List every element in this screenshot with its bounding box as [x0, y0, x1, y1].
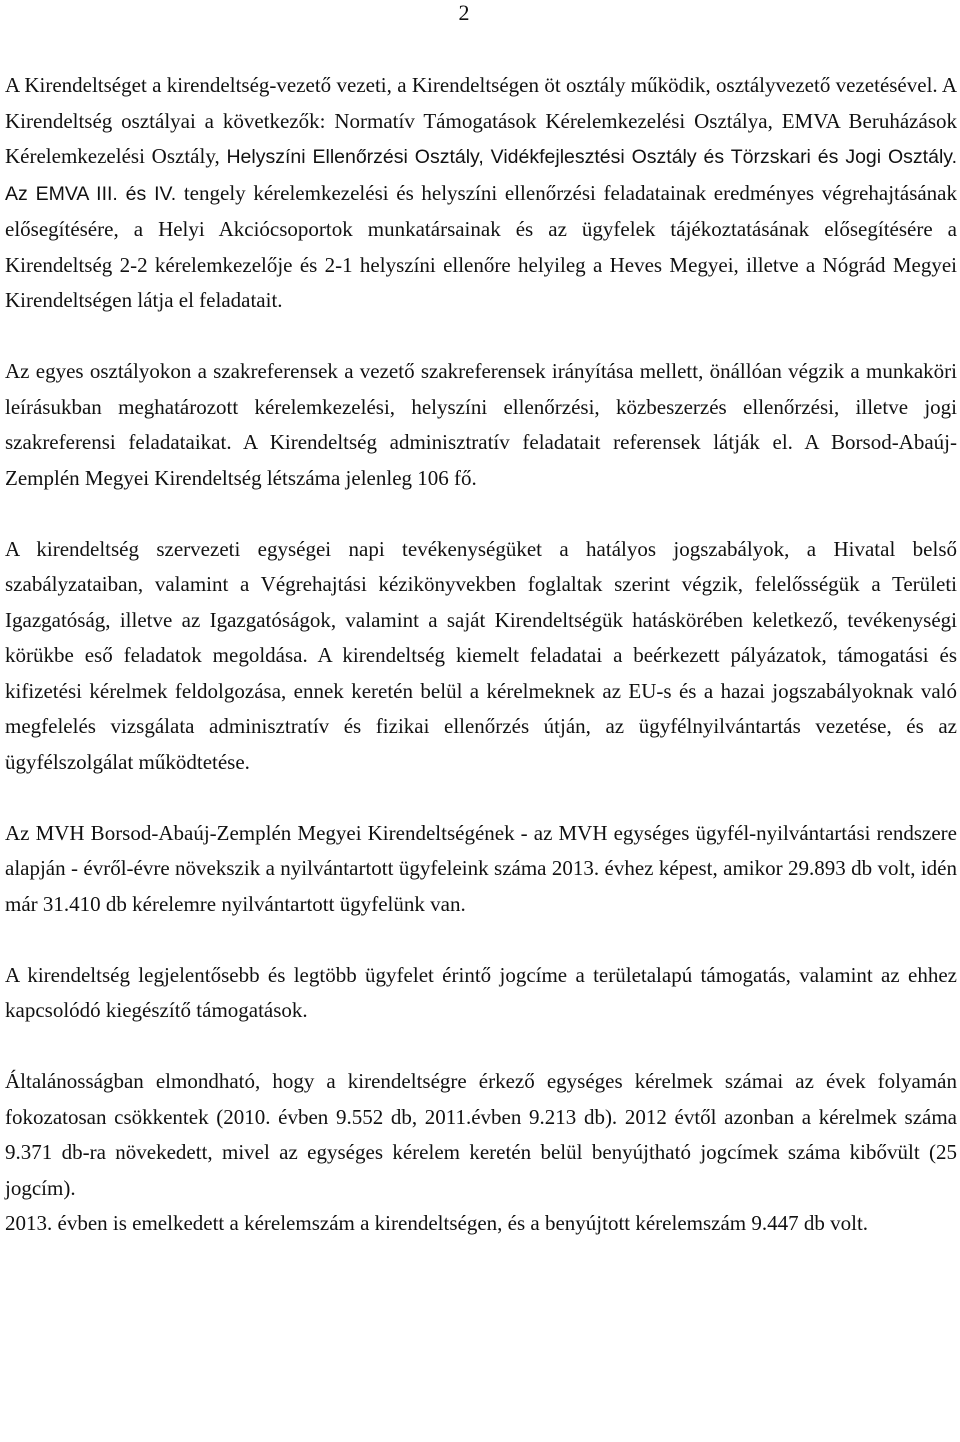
paragraph-client-registry: Az MVH Borsod-Abaúj-Zemplén Megyei Kirendeltségének - az MVH egységes ügyfél-nyilvántartási rendszere alapján - évről-évre növekszik a nyilvántartott ügyfeleink száma 2013. évhez képest, amikor 29.893 db volt, idén már 31.410 db kérelemre nyilvántartott ügyfelünk van. [5, 820, 957, 916]
paragraph-application-trends: Általánosságban elmondható, hogy a kirendeltségre érkező egységes kérelmek számai az évek folyamán fokozatosan csökkentek (2010. évben 9.552 db, 2011.évben 9.213 db). 2012 évtől azonban a kérelmek száma 9.371 db-ra növekedett, mivel az egységes kérelem keretén belül benyújtható jogcímek száma kibővült (25 jogcím). [5, 1069, 957, 1200]
paragraph-responsibilities: A kirendeltség szervezeti egységei napi tevékenységüket a hatályos jogszabályok, a Hivatal belső szabályzataiban, valamint a Végrehajtási kézikönyvekben foglaltak szerint végzik, felelősségük a Területi Igazgatóság, illetve az Igazgatóságok, valamint a saját Kirendeltségük hatáskörében keletkező, tevékenységi körükbe eső feladatok megoldása. A kirendeltség kiemelt feladatai a beérkezett pályázatok, támogatási és kifizetési kérelmek feldolgozása, ennek keretén belül a kérelmeknek az EU-s és a hazai jogszabályoknak való megfelelés vizsgálata adminisztratív és fizikai ellenőrzés útján, az ügyfélnyilvántartás vezetése, és az ügyfélszolgálat működtetése. [5, 536, 957, 774]
page-number: 2 [458, 0, 470, 25]
paragraph-gap [5, 1029, 957, 1065]
paragraph-departments-part-2: Helyszíni Ellenőrzési Osztály, Vidékfejlesztési Osztály és Törzskari és Jogi Osztály. Az EMVA III. és IV. [5, 146, 957, 205]
paragraph-departments-part-3: tengely kérelemkezelési és helyszíni ellenőrzési feladatainak eredményes végrehajtásának elősegítésére, a Helyi Akciócsoportok munkatársainak és az ügyfelek tájékoztatásának elősegítésére a Kirendeltség 2-2 kérelemkezelője és 2-1 helyszíni ellenőre helyileg a Heves Megyei, illetve a Nógrád Megyei Kirendeltségen látja el feladatait. [5, 180, 958, 312]
paragraph-gap [5, 922, 957, 958]
paragraph-departments-part-1: A Kirendeltséget a kirendeltség-vezető vezeti, a Kirendeltségen öt osztály működik, osztályvezető vezetésével. A Kirendeltség osztályai a következők: Normatív Támogatások Kérelemkezelési Osztálya, EMVA Beruházások Kérelemkezelési Osztály, [5, 73, 957, 168]
paragraph-departments [5, 68, 957, 319]
paragraph-gap [5, 319, 957, 355]
paragraph-2013-applications: 2013. évben is emelkedett a kérelemszám a kirendeltségen, és a benyújtott kérelemszám 9.447 db volt. [5, 1211, 869, 1235]
paragraph-staff: Az egyes osztályokon a szakreferensek a vezető szakreferensek irányítása mellett, önállóan végzik a munkaköri leírásukban meghatározott kérelemkezelési, helyszíni ellenőrzési, közbeszerzés ellenőrzési, illetve jogi szakreferensi feladataikat. A Kirendeltség adminisztratív feladatait referensek látják el. A Borsod-Abaúj-Zemplén Megyei Kirendeltség létszáma jelenleg 106 fő. [5, 359, 957, 490]
paragraph-gap [5, 496, 957, 532]
paragraph-gap [5, 780, 957, 816]
document-body [5, 68, 957, 1242]
paragraph-main-subsidy: A kirendeltség legjelentősebb és legtöbb ügyfelet érintő jogcíme a területalapú támogatás, valamint az ehhez kapcsolódó kiegészítő támogatások. [5, 962, 957, 1022]
